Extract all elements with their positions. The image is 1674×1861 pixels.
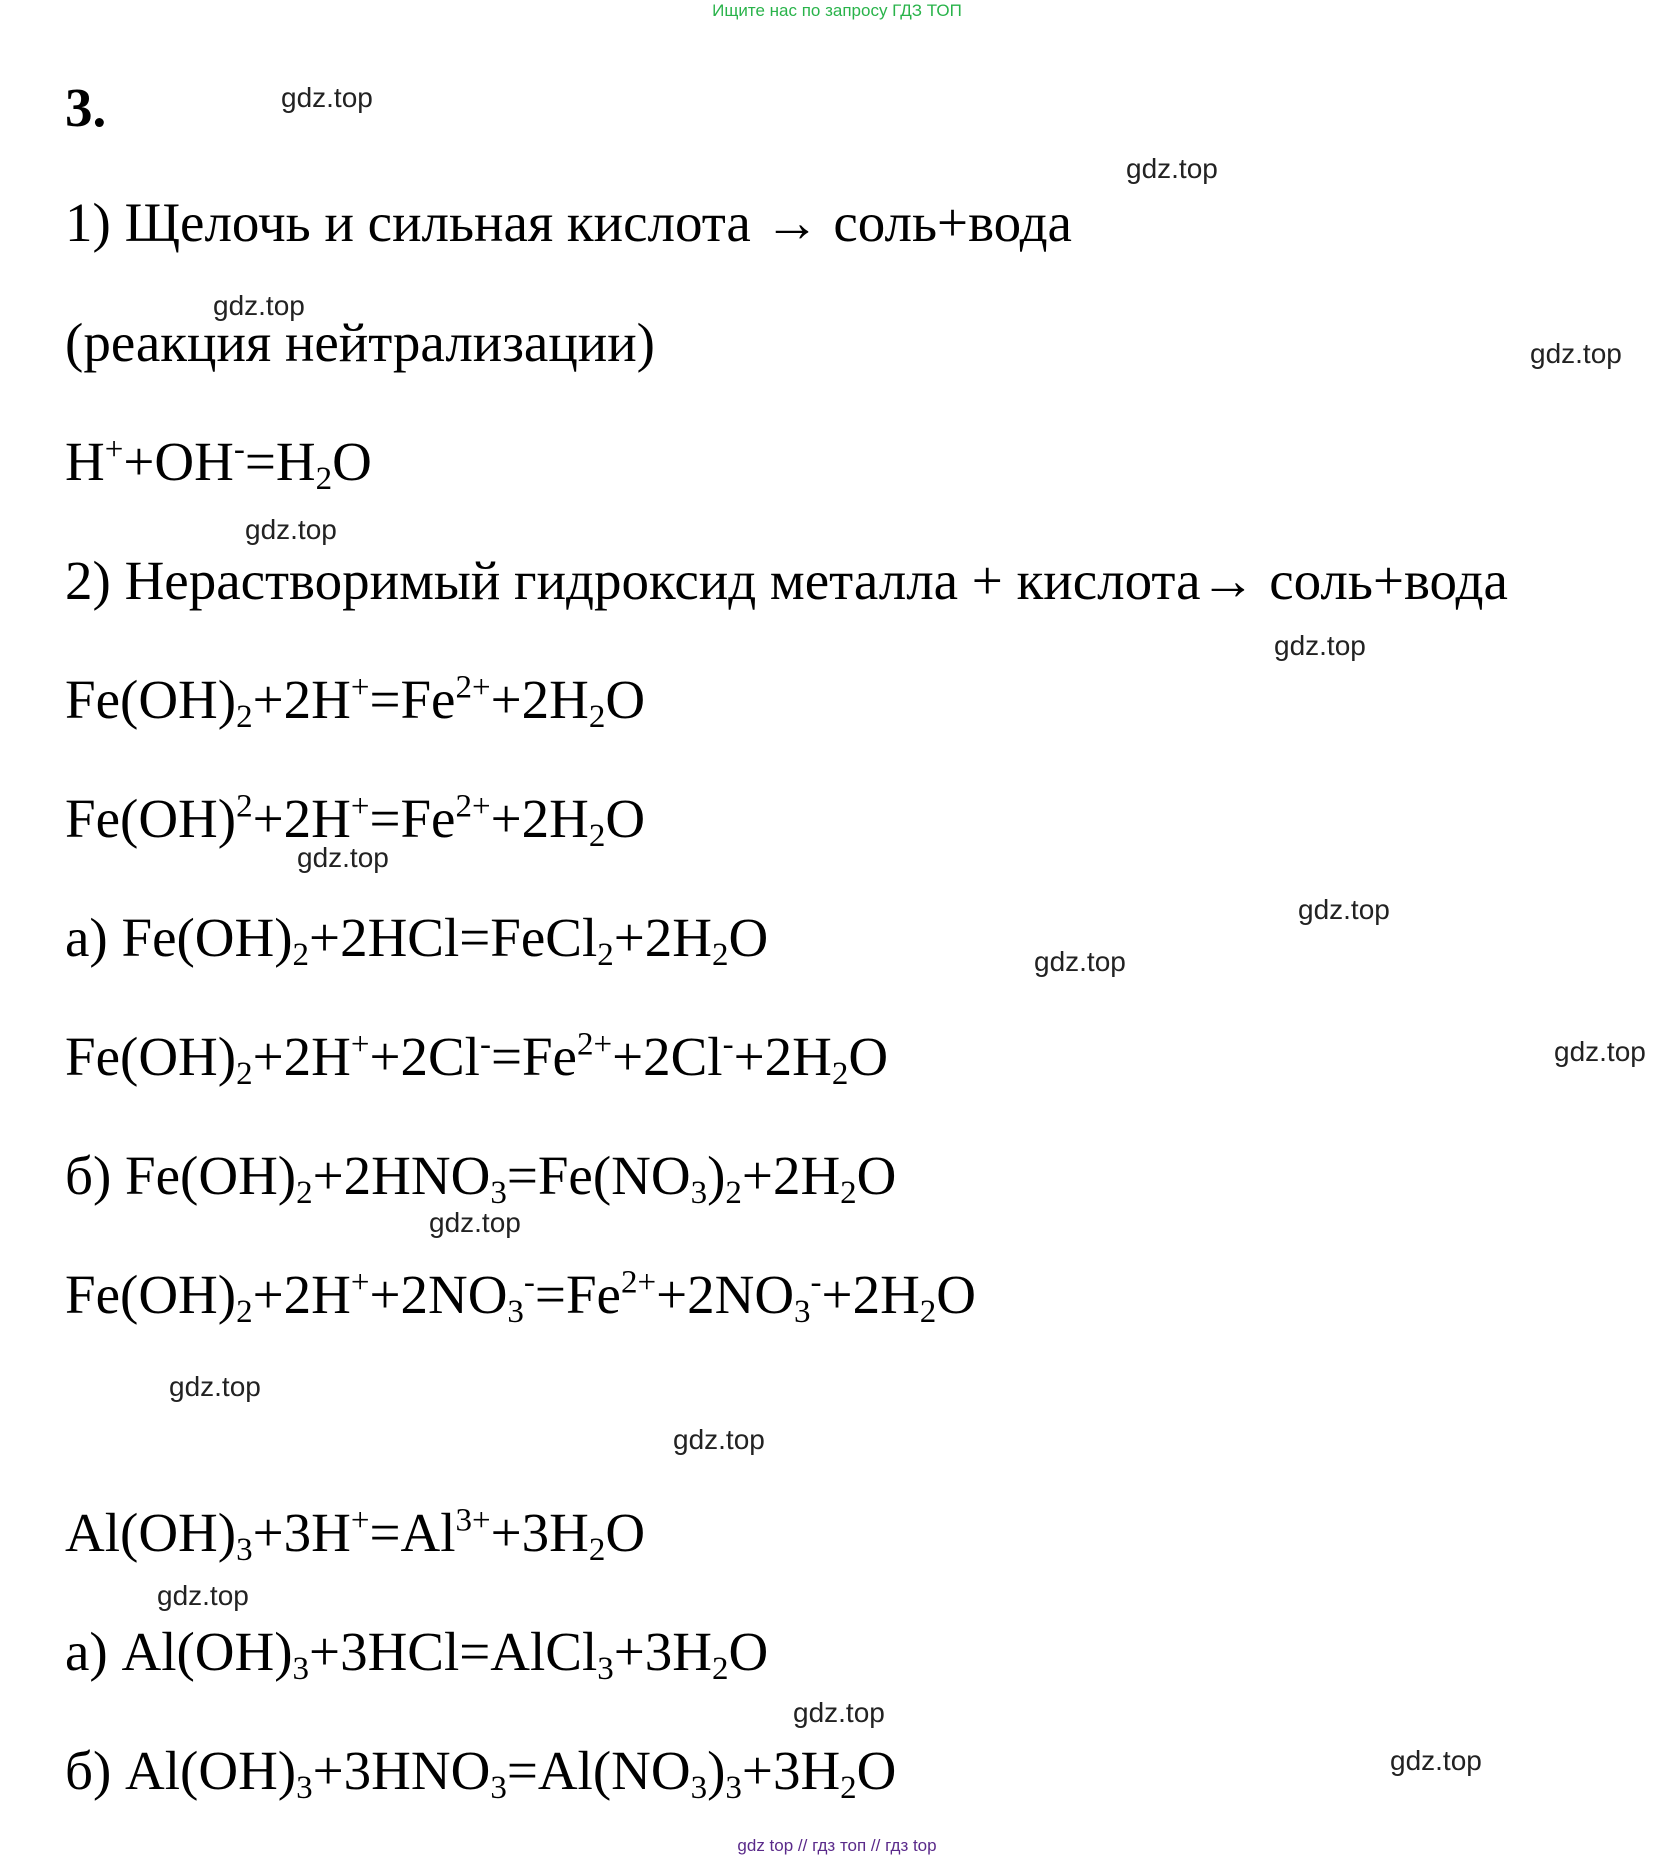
- equation-al-hno3: б) $Al(OH)_3+3HNO_3=Al(NO_3)_3+3H_2O$: [65, 1740, 897, 1807]
- search-banner: Ищите нас по запросу ГДЗ ТОП: [712, 1, 962, 20]
- watermark: gdz.top: [245, 514, 337, 545]
- watermark: gdz.top: [793, 1697, 885, 1728]
- statement-1-note: (реакция нейтрализации): [65, 312, 655, 373]
- watermark: gdz.top: [1530, 338, 1622, 369]
- footer-watermark: gdz top // гдз топ // гдз top: [737, 1836, 937, 1855]
- equation-fe-hno3-ionic: $Fe(OH)_2+2H^++2NO_3^-=Fe^{2+}+2NO_3^-+2H_2O$: [65, 1264, 977, 1331]
- equation-fe-hcl-ionic: $Fe(OH)_2+2H^++2Cl^-=Fe^{2+}+2Cl^-+2H_2O$: [65, 1026, 889, 1093]
- watermark: gdz.top: [673, 1424, 765, 1455]
- equation-fe-ionic-2: $Fe(OH)^2+2H^+=Fe^{2+}+2H_2O$: [65, 788, 646, 855]
- equation-fe-hcl: а) $Fe(OH)_2+2HCl=FeCl_2+2H_2O$: [65, 907, 769, 974]
- watermark: gdz.top: [297, 842, 389, 873]
- watermark: gdz.top: [1554, 1036, 1646, 1067]
- watermark: gdz.top: [1034, 946, 1126, 977]
- watermark: gdz.top: [213, 290, 305, 321]
- equation-al-ionic: $Al(OH)_3+3H^+=Al^{3+}+3H_2O$: [65, 1502, 646, 1569]
- watermark: gdz.top: [281, 82, 373, 113]
- watermark: gdz.top: [1274, 630, 1366, 661]
- task-number: 3.: [65, 77, 107, 138]
- watermark: gdz.top: [1126, 153, 1218, 184]
- watermark: gdz.top: [1390, 1745, 1482, 1776]
- equation-ionic-neutralization: $H^++OH^-=H_2O$: [65, 431, 372, 498]
- statement-2: 2) Нерастворимый гидроксид металла + кислота→ соль+вода: [65, 550, 1508, 611]
- equation-fe-ionic-1: $Fe(OH)_2+2H^+=Fe^{2+}+2H_2O$: [65, 669, 646, 736]
- watermark: gdz.top: [1298, 894, 1390, 925]
- statement-1: 1) Щелочь и сильная кислота → соль+вода: [65, 192, 1072, 253]
- watermark: gdz.top: [429, 1207, 521, 1238]
- watermark: gdz.top: [157, 1580, 249, 1611]
- equation-fe-hno3: б) $Fe(OH)_2+2HNO_3=Fe(NO_3)_2+2H_2O$: [65, 1145, 897, 1212]
- watermark: gdz.top: [169, 1371, 261, 1402]
- equation-al-hcl: а) $Al(OH)_3+3HCl=AlCl_3+3H_2O$: [65, 1621, 769, 1688]
